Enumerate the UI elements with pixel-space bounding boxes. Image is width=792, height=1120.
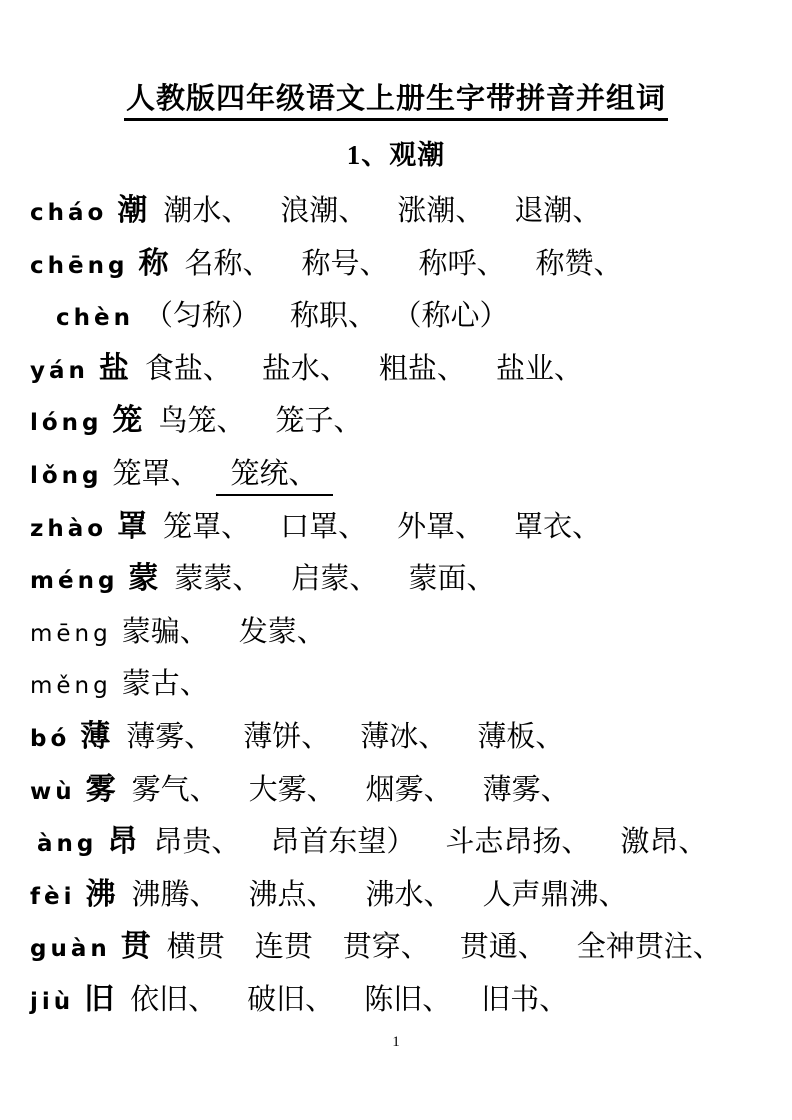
word-item: 粗盐、 bbox=[378, 352, 466, 385]
word-item: 旧书、 bbox=[481, 983, 569, 1016]
word-item: 称赞、 bbox=[535, 247, 623, 280]
entries bbox=[30, 185, 792, 1027]
word-item: 涨潮、 bbox=[397, 195, 485, 227]
word-item: 蒙蒙、 bbox=[174, 563, 262, 596]
word-item: 激昂、 bbox=[620, 826, 708, 859]
entry-row bbox=[30, 921, 792, 974]
headword-character: 称 bbox=[138, 246, 169, 280]
word-item: 依旧、 bbox=[130, 983, 218, 1016]
headword-character: 笼 bbox=[112, 404, 143, 438]
word-item: 称呼、 bbox=[418, 247, 506, 280]
word-item: 薄饼、 bbox=[243, 720, 331, 753]
word-item: （匀称） bbox=[143, 300, 260, 333]
word-item: 启蒙、 bbox=[291, 563, 379, 596]
document-title: 人教版四年级语文上册生字带拼音并组词 bbox=[124, 82, 668, 121]
entry-row bbox=[30, 553, 792, 606]
word-list bbox=[121, 668, 209, 701]
pinyin-label: fèi bbox=[30, 883, 76, 910]
word-item: 全神贯注、 bbox=[576, 931, 722, 964]
word-item: 盐水、 bbox=[261, 352, 349, 385]
word-item: 蒙古、 bbox=[121, 668, 209, 701]
pinyin-label: lóng bbox=[30, 410, 103, 437]
word-item: 笼罩、 bbox=[163, 510, 251, 543]
word-item: 破旧、 bbox=[247, 983, 335, 1016]
word-list bbox=[131, 878, 628, 911]
word-item: 薄雾、 bbox=[482, 773, 570, 806]
word-list bbox=[126, 720, 565, 753]
word-list bbox=[131, 773, 570, 806]
entry-row bbox=[30, 238, 792, 291]
word-item: 食盐、 bbox=[144, 352, 232, 385]
headword-character: 昂 bbox=[107, 825, 138, 859]
word-item: 笼罩、 bbox=[112, 457, 200, 490]
word-item: 沸点、 bbox=[248, 878, 336, 911]
headword-character: 潮 bbox=[117, 194, 148, 227]
word-item: 名称、 bbox=[184, 247, 272, 280]
word-item: 笼子、 bbox=[275, 405, 363, 438]
pinyin-label: cháo bbox=[30, 200, 108, 226]
headword-character: 贯 bbox=[120, 930, 151, 964]
word-item: 大雾、 bbox=[248, 773, 336, 806]
word-list bbox=[174, 563, 496, 596]
page-number: 1 bbox=[392, 1034, 400, 1050]
pinyin-label: chèn bbox=[56, 305, 134, 332]
word-item: 外罩、 bbox=[397, 510, 485, 543]
word-item: 发蒙、 bbox=[238, 615, 326, 648]
document-title-row bbox=[0, 0, 792, 121]
word-item: 贯穿、 bbox=[342, 931, 430, 964]
word-item: 浪潮、 bbox=[280, 195, 368, 227]
word-list bbox=[121, 615, 326, 648]
pinyin-label: mēng bbox=[30, 620, 112, 647]
entry-row bbox=[30, 290, 792, 343]
entry-row bbox=[30, 974, 792, 1027]
word-item: 雾气、 bbox=[131, 773, 219, 806]
word-item: 薄板、 bbox=[477, 720, 565, 753]
entry-row bbox=[30, 395, 792, 448]
word-item: （称心） bbox=[407, 300, 509, 333]
pinyin-label: àng bbox=[37, 831, 98, 858]
headword-character: 盐 bbox=[98, 351, 129, 385]
word-list bbox=[184, 247, 623, 280]
entry-row bbox=[30, 501, 792, 554]
entry-row bbox=[30, 764, 792, 817]
word-list bbox=[163, 195, 602, 227]
word-item: 笼统、 bbox=[216, 458, 333, 496]
word-item: 盐业、 bbox=[495, 352, 583, 385]
word-item: 昂首东望） bbox=[270, 826, 416, 859]
word-item: 称职、 bbox=[290, 300, 378, 333]
pinyin-label: zhào bbox=[30, 515, 108, 542]
headword-character: 雾 bbox=[85, 772, 116, 806]
word-item: 口罩、 bbox=[280, 510, 368, 543]
entry-row bbox=[30, 658, 792, 711]
headword-character: 罩 bbox=[117, 509, 148, 543]
word-list bbox=[153, 826, 708, 859]
word-item: 罩衣、 bbox=[514, 510, 602, 543]
word-list bbox=[166, 931, 722, 964]
word-list bbox=[163, 510, 602, 543]
word-item: 称号、 bbox=[301, 247, 389, 280]
word-list bbox=[158, 405, 363, 438]
word-item: 沸水、 bbox=[365, 878, 453, 911]
word-item: 薄雾、 bbox=[126, 720, 214, 753]
entry-row bbox=[30, 343, 792, 396]
word-item: 昂贵、 bbox=[153, 826, 241, 859]
word-list bbox=[130, 983, 569, 1016]
word-item: 连贯 bbox=[254, 931, 313, 964]
pinyin-label: guàn bbox=[30, 936, 111, 963]
pinyin-label: méng bbox=[30, 568, 119, 595]
pinyin-label: jiù bbox=[30, 988, 75, 1015]
headword-character: 薄 bbox=[80, 719, 111, 753]
word-item: 沸腾、 bbox=[131, 878, 219, 911]
word-item: 斗志昂扬、 bbox=[445, 826, 591, 859]
headword-character: 蒙 bbox=[128, 562, 159, 596]
word-item: 鸟笼、 bbox=[158, 405, 246, 438]
pinyin-label: měng bbox=[30, 673, 112, 700]
word-item: 烟雾、 bbox=[365, 773, 453, 806]
word-item: 蒙骗、 bbox=[121, 615, 209, 648]
word-list bbox=[143, 300, 509, 333]
headword-character: 旧 bbox=[84, 982, 115, 1016]
entry-row bbox=[30, 448, 792, 501]
word-item: 贯通、 bbox=[459, 931, 547, 964]
word-item: 横贯 bbox=[166, 931, 225, 964]
entry-row bbox=[30, 816, 792, 869]
word-list bbox=[112, 457, 333, 490]
word-item: 陈旧、 bbox=[364, 983, 452, 1016]
entry-row bbox=[30, 711, 792, 764]
section-heading: 1、观潮 bbox=[346, 140, 446, 170]
pinyin-label: yán bbox=[30, 357, 89, 384]
entry-row bbox=[30, 185, 792, 238]
pinyin-label: chēng bbox=[30, 252, 129, 279]
word-item: 退潮、 bbox=[514, 195, 602, 227]
pinyin-label: lǒng bbox=[30, 462, 103, 489]
entry-row bbox=[30, 606, 792, 659]
word-item: 人声鼎沸、 bbox=[482, 878, 628, 911]
headword-character: 沸 bbox=[85, 877, 116, 911]
word-item: 蒙面、 bbox=[408, 563, 496, 596]
word-item: 薄冰、 bbox=[360, 720, 448, 753]
word-list bbox=[144, 352, 583, 385]
word-item: 潮水、 bbox=[163, 195, 251, 227]
pinyin-label: wù bbox=[30, 778, 76, 805]
entry-row bbox=[30, 869, 792, 922]
pinyin-label: bó bbox=[30, 725, 71, 752]
